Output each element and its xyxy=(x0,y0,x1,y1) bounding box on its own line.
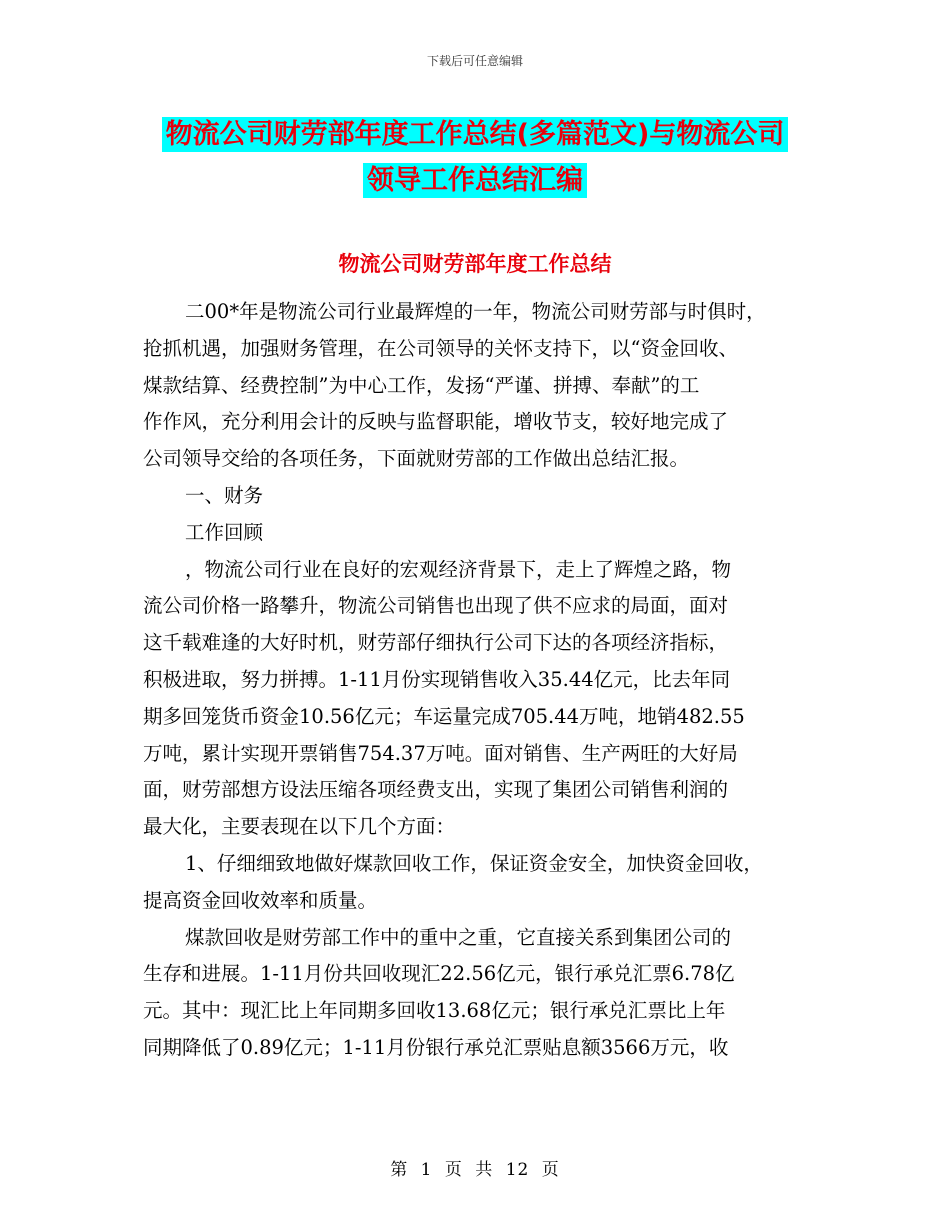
header-note: 下载后可任意编辑 xyxy=(426,54,523,68)
footer-total-pages: 12 xyxy=(505,1160,530,1180)
paragraph-line: 万吨，累计实现开票销售754.37万吨。面对销售、生产两旺的大好局 xyxy=(143,741,738,765)
paragraph-line: ，物流公司行业在良好的宏观经济背景下，走上了辉煌之路，物 xyxy=(185,557,732,581)
paragraph-line: 最大化，主要表现在以下几个方面： xyxy=(143,815,456,839)
paragraph-line: 流公司价格一路攀升，物流公司销售也出现了供不应求的局面，面对 xyxy=(143,594,729,618)
document-body xyxy=(143,294,843,1067)
section-label: 一、财务 xyxy=(185,483,264,507)
footer-page-number: 1 xyxy=(420,1160,433,1180)
document-title-text-1: 物流公司财劳部年度工作总结(多篇范文)与物流公司 xyxy=(162,117,789,152)
paragraph-line: 元。其中：现汇比上年同期多回收13.68亿元；银行承兑汇票比上年 xyxy=(143,999,726,1023)
paragraph-line: 面，财劳部想方设法压缩各项经费支出，实现了集团公司销售利润的 xyxy=(143,778,729,802)
paragraph-line: 期多回笼货币资金10.56亿元；车运量完成705.44万吨，地销482.55 xyxy=(143,704,745,728)
footer-total-prefix: 共 xyxy=(475,1160,494,1180)
paragraph-line: 煤款结算、经费控制”为中心工作，发扬“严谨、拼搏、奉献”的工 xyxy=(143,373,700,397)
paragraph-line: 公司领导交给的各项任务，下面就财劳部的工作做出总结汇报。 xyxy=(143,447,690,471)
paragraph-line: 积极进取，努力拼搏。1-11月份实现销售收入35.44亿元，比去年同 xyxy=(143,667,731,691)
document-title-text-2: 领导工作总结汇编 xyxy=(363,163,587,198)
document-title-line-2 xyxy=(0,158,950,197)
subsection-label: 工作回顾 xyxy=(185,520,264,544)
list-item-line: 提高资金回收效率和质量。 xyxy=(143,888,378,912)
paragraph-line: 作作风，充分利用会计的反映与监督职能，增收节支，较好地完成了 xyxy=(143,410,729,434)
footer-prefix: 第 xyxy=(390,1160,409,1180)
document-title-line-1 xyxy=(0,112,950,151)
paragraph-line: 抢抓机遇，加强财务管理，在公司领导的关怀支持下，以“资金回收、 xyxy=(143,336,738,360)
page-footer xyxy=(0,1155,950,1180)
paragraph-line: 同期降低了0.89亿元；1-11月份银行承兑汇票贴息额3566万元，收 xyxy=(143,1035,729,1059)
paragraph-line: 这千载难逢的大好时机，财劳部仔细执行公司下达的各项经济指标， xyxy=(143,631,729,655)
paragraph-line: 二00*年是物流公司行业最辉煌的一年，物流公司财劳部与时俱时， xyxy=(185,300,766,323)
footer-page-unit: 页 xyxy=(444,1160,463,1180)
paragraph-line: 煤款回收是财劳部工作中的重中之重，它直接关系到集团公司的 xyxy=(185,925,732,949)
paragraph-line: 生存和进展。1-11月份共回收现汇22.56亿元，银行承兑汇票6.78亿 xyxy=(143,962,735,986)
footer-total-unit: 页 xyxy=(541,1160,560,1180)
section-heading: 物流公司财劳部年度工作总结 xyxy=(338,252,612,276)
list-item-line: 1、仔细细致地做好煤款回收工作，保证资金安全，加快资金回收， xyxy=(185,851,763,875)
